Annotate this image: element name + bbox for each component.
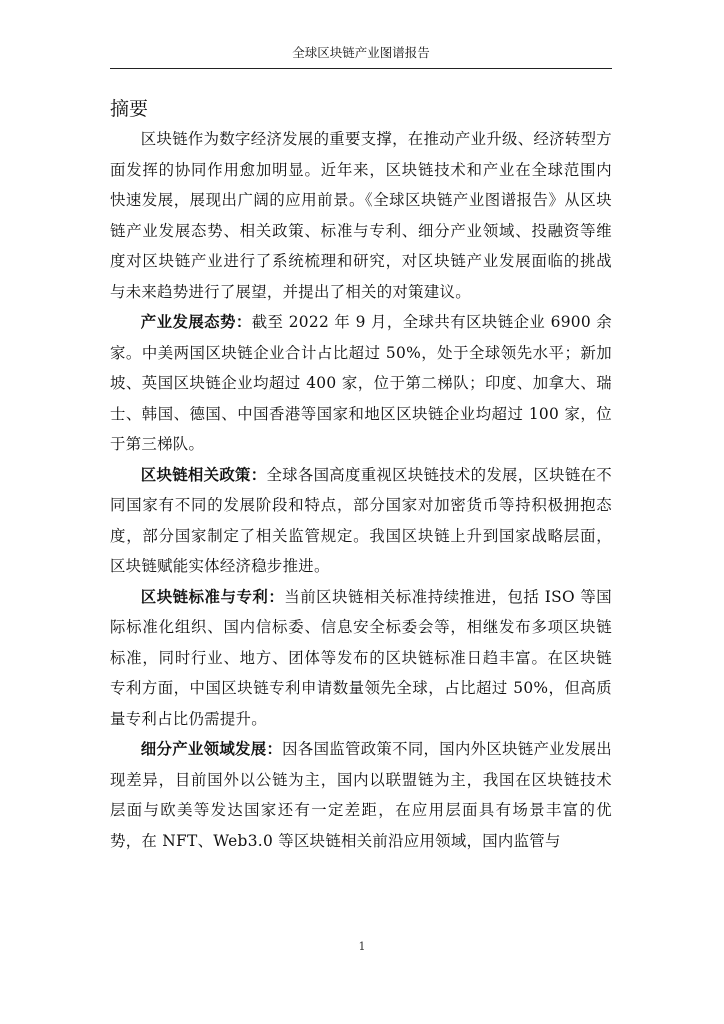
paragraph-industry-trend [110, 307, 612, 460]
page-number: 1 [358, 940, 366, 953]
paragraph-policy [110, 460, 612, 582]
paragraph-lead: 产业发展态势： [140, 313, 252, 331]
paragraph-text: 全球各国高度重视区块链技术的发展，区块链在不同国家有不同的发展阶段和特点，部分国家对加密货币等持积极拥抱态度，部分国家制定了相关监管规定。我国区块链上升到国家战略层面，区块链赋能实体经济稳步推进。 [110, 465, 612, 575]
header-divider [110, 68, 612, 69]
paragraph-lead: 区块链标准与专利： [140, 587, 285, 606]
paragraph-standards-patents [110, 582, 612, 735]
paragraph-lead: 细分产业领域发展： [140, 740, 283, 758]
paragraph-text: 区块链作为数字经济发展的重要支撑，在推动产业升级、经济转型方面发挥的协同作用愈加明显。近年来，区块链技术和产业在全球范围内快速发展，展现出广阔的应用前景。《全球区块链产业图谱报告》从区块链产业发展态势、相关政策、标准与专利、细分产业领域、投融资等维度对区块链产业进行了系统梳理和研究，对区块链产业发展面临的挑战与未来趋势进行了展望，并提出了相关的对策建议。 [110, 130, 612, 301]
paragraph-text: 当前区块链相关标准持续推进，包括 ISO 等国际标准化组织、国内信标委、信息安全标委会等，相继发布多项区块链标准，同时行业、地方、团体等发布的区块链标准日趋丰富。在区块链专利方面，中国区块链专利申请数量领先全球，占比超过 50%，但高质量专利占比仍需提升。 [110, 587, 612, 728]
running-header: 全球区块链产业图谱报告 [292, 45, 430, 60]
paragraph-lead: 区块链相关政策： [140, 465, 267, 484]
section-title: 摘要 [110, 98, 149, 120]
paragraph-text: 截至 2022 年 9 月，全球共有区块链企业 6900 余家。中美两国区块链企业合计占比超过 50%，处于全球领先水平；新加坡、英国区块链企业均超过 400 家，位于第二梯队；印度、加拿大、瑞士、韩国、德国、中国香港等国家和地区区块链企业均超过 100 家，位于第三梯队。 [110, 313, 613, 453]
paragraph-text: 因各国监管政策不同，国内外区块链产业发展出现差异，目前国外以公链为主，国内以联盟链为主，我国在区块链技术层面与欧美等发达国家还有一定差距，在应用层面具有场景丰富的优势，在 NFT、Web3.0 等区块链相关前沿应用领域，国内监管与 [110, 740, 612, 850]
paragraph-segments [110, 734, 612, 856]
abstract-body [110, 124, 612, 856]
paragraph-intro [110, 124, 612, 307]
